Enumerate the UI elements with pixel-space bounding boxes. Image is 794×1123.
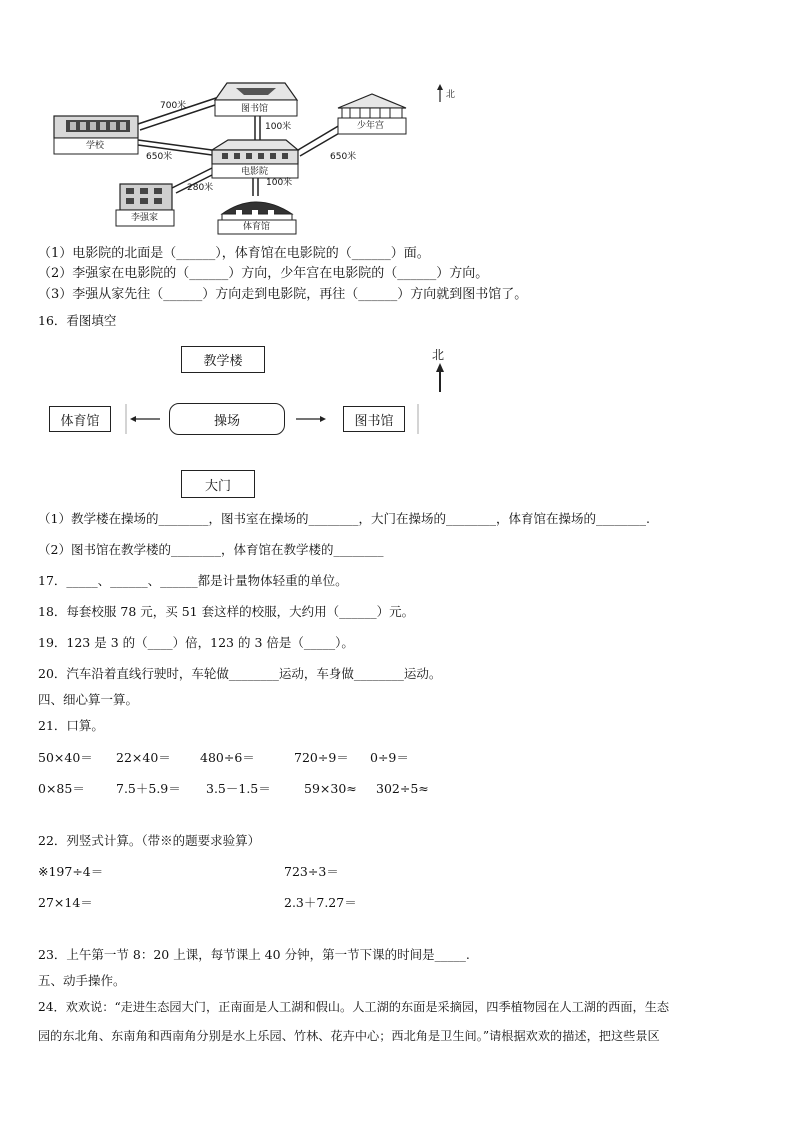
q18: 18．每套校服 78 元，买 51 套这样的校服，大约用（______）元。	[38, 604, 415, 619]
youth-palace-label: 少年宫	[357, 121, 385, 131]
box-library: 图书馆	[343, 406, 405, 432]
q22-item: ※197÷4＝	[38, 864, 104, 879]
oral-item: 3.5－1.5＝	[206, 781, 271, 796]
oral-item: 50×40＝	[38, 750, 93, 765]
oral-item: 7.5＋5.9＝	[116, 781, 181, 796]
q22-item: 27×14＝	[38, 895, 93, 910]
gym-label: 体育馆	[243, 222, 271, 232]
box-gym: 体育馆	[49, 406, 111, 432]
box-playground: 操场	[169, 403, 285, 435]
q16-line-2: （2）图书馆在教学楼的________，体育馆在教学楼的________	[38, 542, 384, 557]
home-label: 李强家	[131, 213, 159, 223]
oral-item: 302÷5≈	[376, 781, 429, 796]
oral-item: 59×30≈	[304, 781, 357, 796]
school-label: 学校	[86, 141, 105, 151]
oral-item: 0×85＝	[38, 781, 85, 796]
north-label: 北	[446, 90, 456, 100]
q15-line-2: （2）李强家在电影院的（______）方向，少年宫在电影院的（______）方向。	[38, 266, 489, 281]
q19: 19．123 是 3 的（____）倍，123 的 3 倍是（_____）。	[38, 635, 354, 650]
q16-line-1: （1）教学楼在操场的________，图书室在操场的________，大门在操场的________，体育馆在操场的________.	[38, 511, 650, 526]
q15-line-3: （3）李强从家先往（______）方向走到电影院，再往（______）方向就到图书馆了。	[38, 287, 528, 302]
q22-item: 2.3＋7.27＝	[284, 895, 357, 910]
distance-label: 100米	[266, 178, 293, 188]
oral-item: 22×40＝	[116, 750, 171, 765]
distance-label: 700米	[160, 101, 187, 111]
q21-title: 21．口算。	[38, 718, 104, 733]
q23: 23．上午第一节 8：20 上课，每节课上 40 分钟，第一节下课的时间是_____.	[38, 947, 470, 962]
distance-label: 650米	[146, 152, 173, 162]
q20: 20．汽车沿着直线行驶时，车轮做________运动，车身做________运动。	[38, 666, 442, 681]
box-teaching-building: 教学楼	[181, 346, 265, 373]
q24-line-1: 24．欢欢说：“走进生态园大门，正南面是人工湖和假山。人工湖的东面是采摘园，四季植物园在人工湖的西面，生态	[38, 1000, 670, 1014]
q17: 17．_____、______、______都是计量物体轻重的单位。	[38, 573, 348, 588]
distance-label: 650米	[330, 152, 357, 162]
q15-line-1: （1）电影院的北面是（______），体育馆在电影院的（______）面。	[38, 246, 430, 261]
library-label: 图书馆	[241, 104, 269, 114]
distance-label: 280米	[187, 183, 214, 193]
box-gate: 大门	[181, 470, 255, 498]
q16-title: 16．看图填空	[38, 313, 117, 328]
q24-line-2: 园的东北角、东南角和西南角分别是水上乐园、竹林、花卉中心；西北角是卫生间。”请根据欢欢的描述，把这些景区	[38, 1029, 660, 1043]
distance-label: 100米	[265, 122, 292, 132]
oral-item: 0÷9＝	[370, 750, 409, 765]
cinema-label: 电影院	[241, 167, 269, 177]
q22-title: 22．列竖式计算。（带※的题要求验算）	[38, 833, 261, 848]
oral-item: 480÷6＝	[200, 750, 255, 765]
q22-item: 723÷3＝	[284, 864, 339, 879]
q16-arrows	[0, 0, 794, 520]
section-5-heading: 五、动手操作。	[38, 973, 126, 988]
section-4-heading: 四、细心算一算。	[38, 692, 139, 707]
oral-item: 720÷9＝	[294, 750, 349, 765]
q16-north-label: 北	[432, 348, 445, 362]
